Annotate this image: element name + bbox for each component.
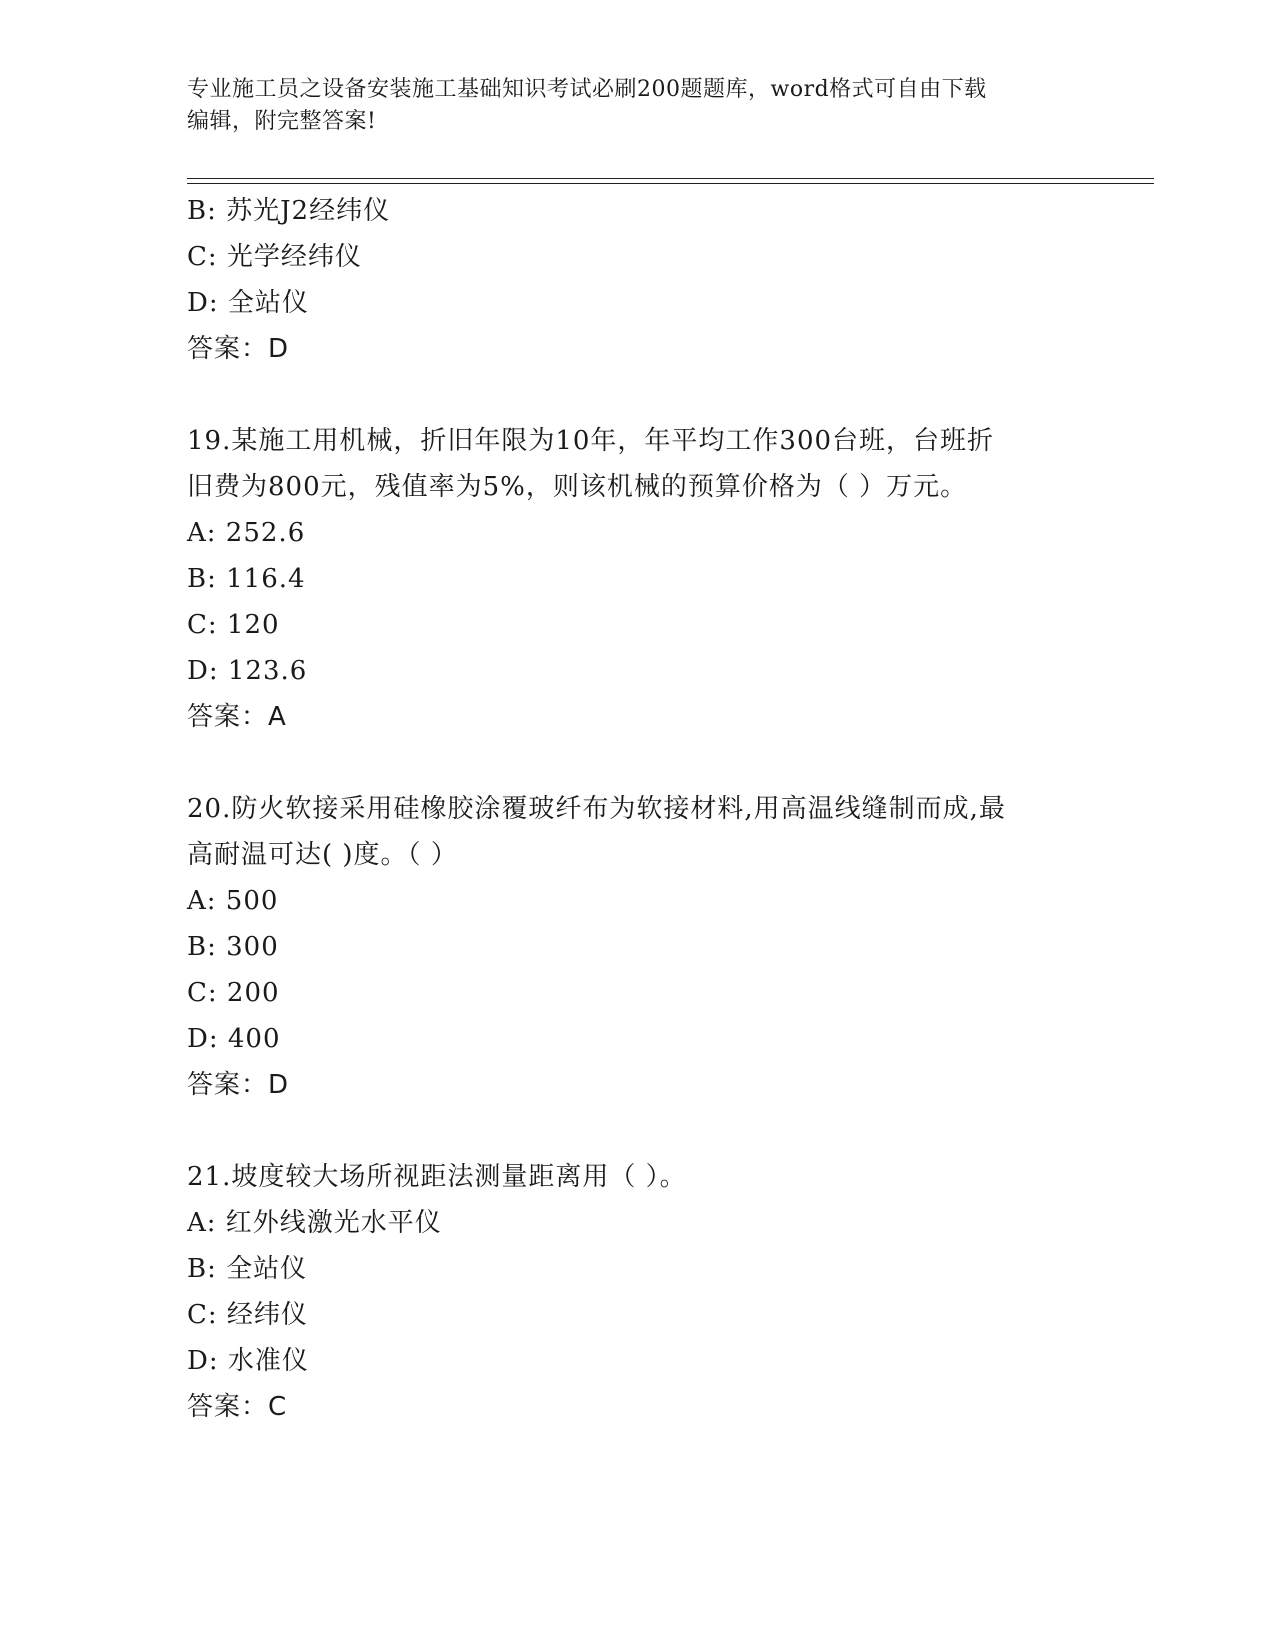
question-21 (187, 1154, 1087, 1430)
option-a: A: 252.6 (187, 518, 306, 548)
option-c: C: 光学经纬仪 (187, 242, 362, 272)
option-b: B: 300 (187, 932, 279, 962)
question-stem-line-1: 21.坡度较大场所视距法测量距离用（ ）。 (187, 1162, 687, 1192)
question-stem-line-1: 19.某施工用机械，折旧年限为10年，年平均工作300台班，台班折 (187, 426, 995, 456)
question-stem-line-2: 旧费为800元，残值率为5%，则该机械的预算价格为（ ）万元。 (187, 472, 968, 502)
answer-line: 答案：C (187, 1392, 288, 1422)
option-b: B: 全站仪 (187, 1254, 308, 1284)
question-stem-line-2: 高耐温可达( )度。（ ） (187, 840, 458, 870)
question-stem-line-1: 20.防火软接采用硅橡胶涂覆玻纤布为软接材料,用高温线缝制而成,最 (187, 794, 1006, 824)
option-d: D: 400 (187, 1024, 281, 1054)
option-a: A: 500 (187, 886, 279, 916)
answer-line: 答案：D (187, 334, 290, 364)
question-19 (187, 418, 1087, 740)
header-divider (187, 178, 1154, 184)
question-content (187, 188, 1087, 1430)
header-title-line-2: 编辑，附完整答案! (187, 109, 377, 134)
header-title-line-1: 专业施工员之设备安装施工基础知识考试必刷200题题库，word格式可自由下载 (187, 77, 987, 102)
option-d: D: 全站仪 (187, 288, 309, 318)
option-d: D: 123.6 (187, 656, 308, 686)
option-b: B: 苏光J2经纬仪 (187, 196, 391, 226)
option-c: C: 经纬仪 (187, 1300, 308, 1330)
answer-line: 答案：D (187, 1070, 290, 1100)
answer-line: 答案：A (187, 702, 287, 732)
option-c: C: 200 (187, 978, 280, 1008)
question-18-tail (187, 188, 1087, 372)
page-header (187, 74, 1087, 138)
question-20 (187, 786, 1087, 1108)
option-b: B: 116.4 (187, 564, 306, 594)
option-d: D: 水准仪 (187, 1346, 309, 1376)
option-c: C: 120 (187, 610, 280, 640)
option-a: A: 红外线激光水平仪 (187, 1208, 442, 1238)
